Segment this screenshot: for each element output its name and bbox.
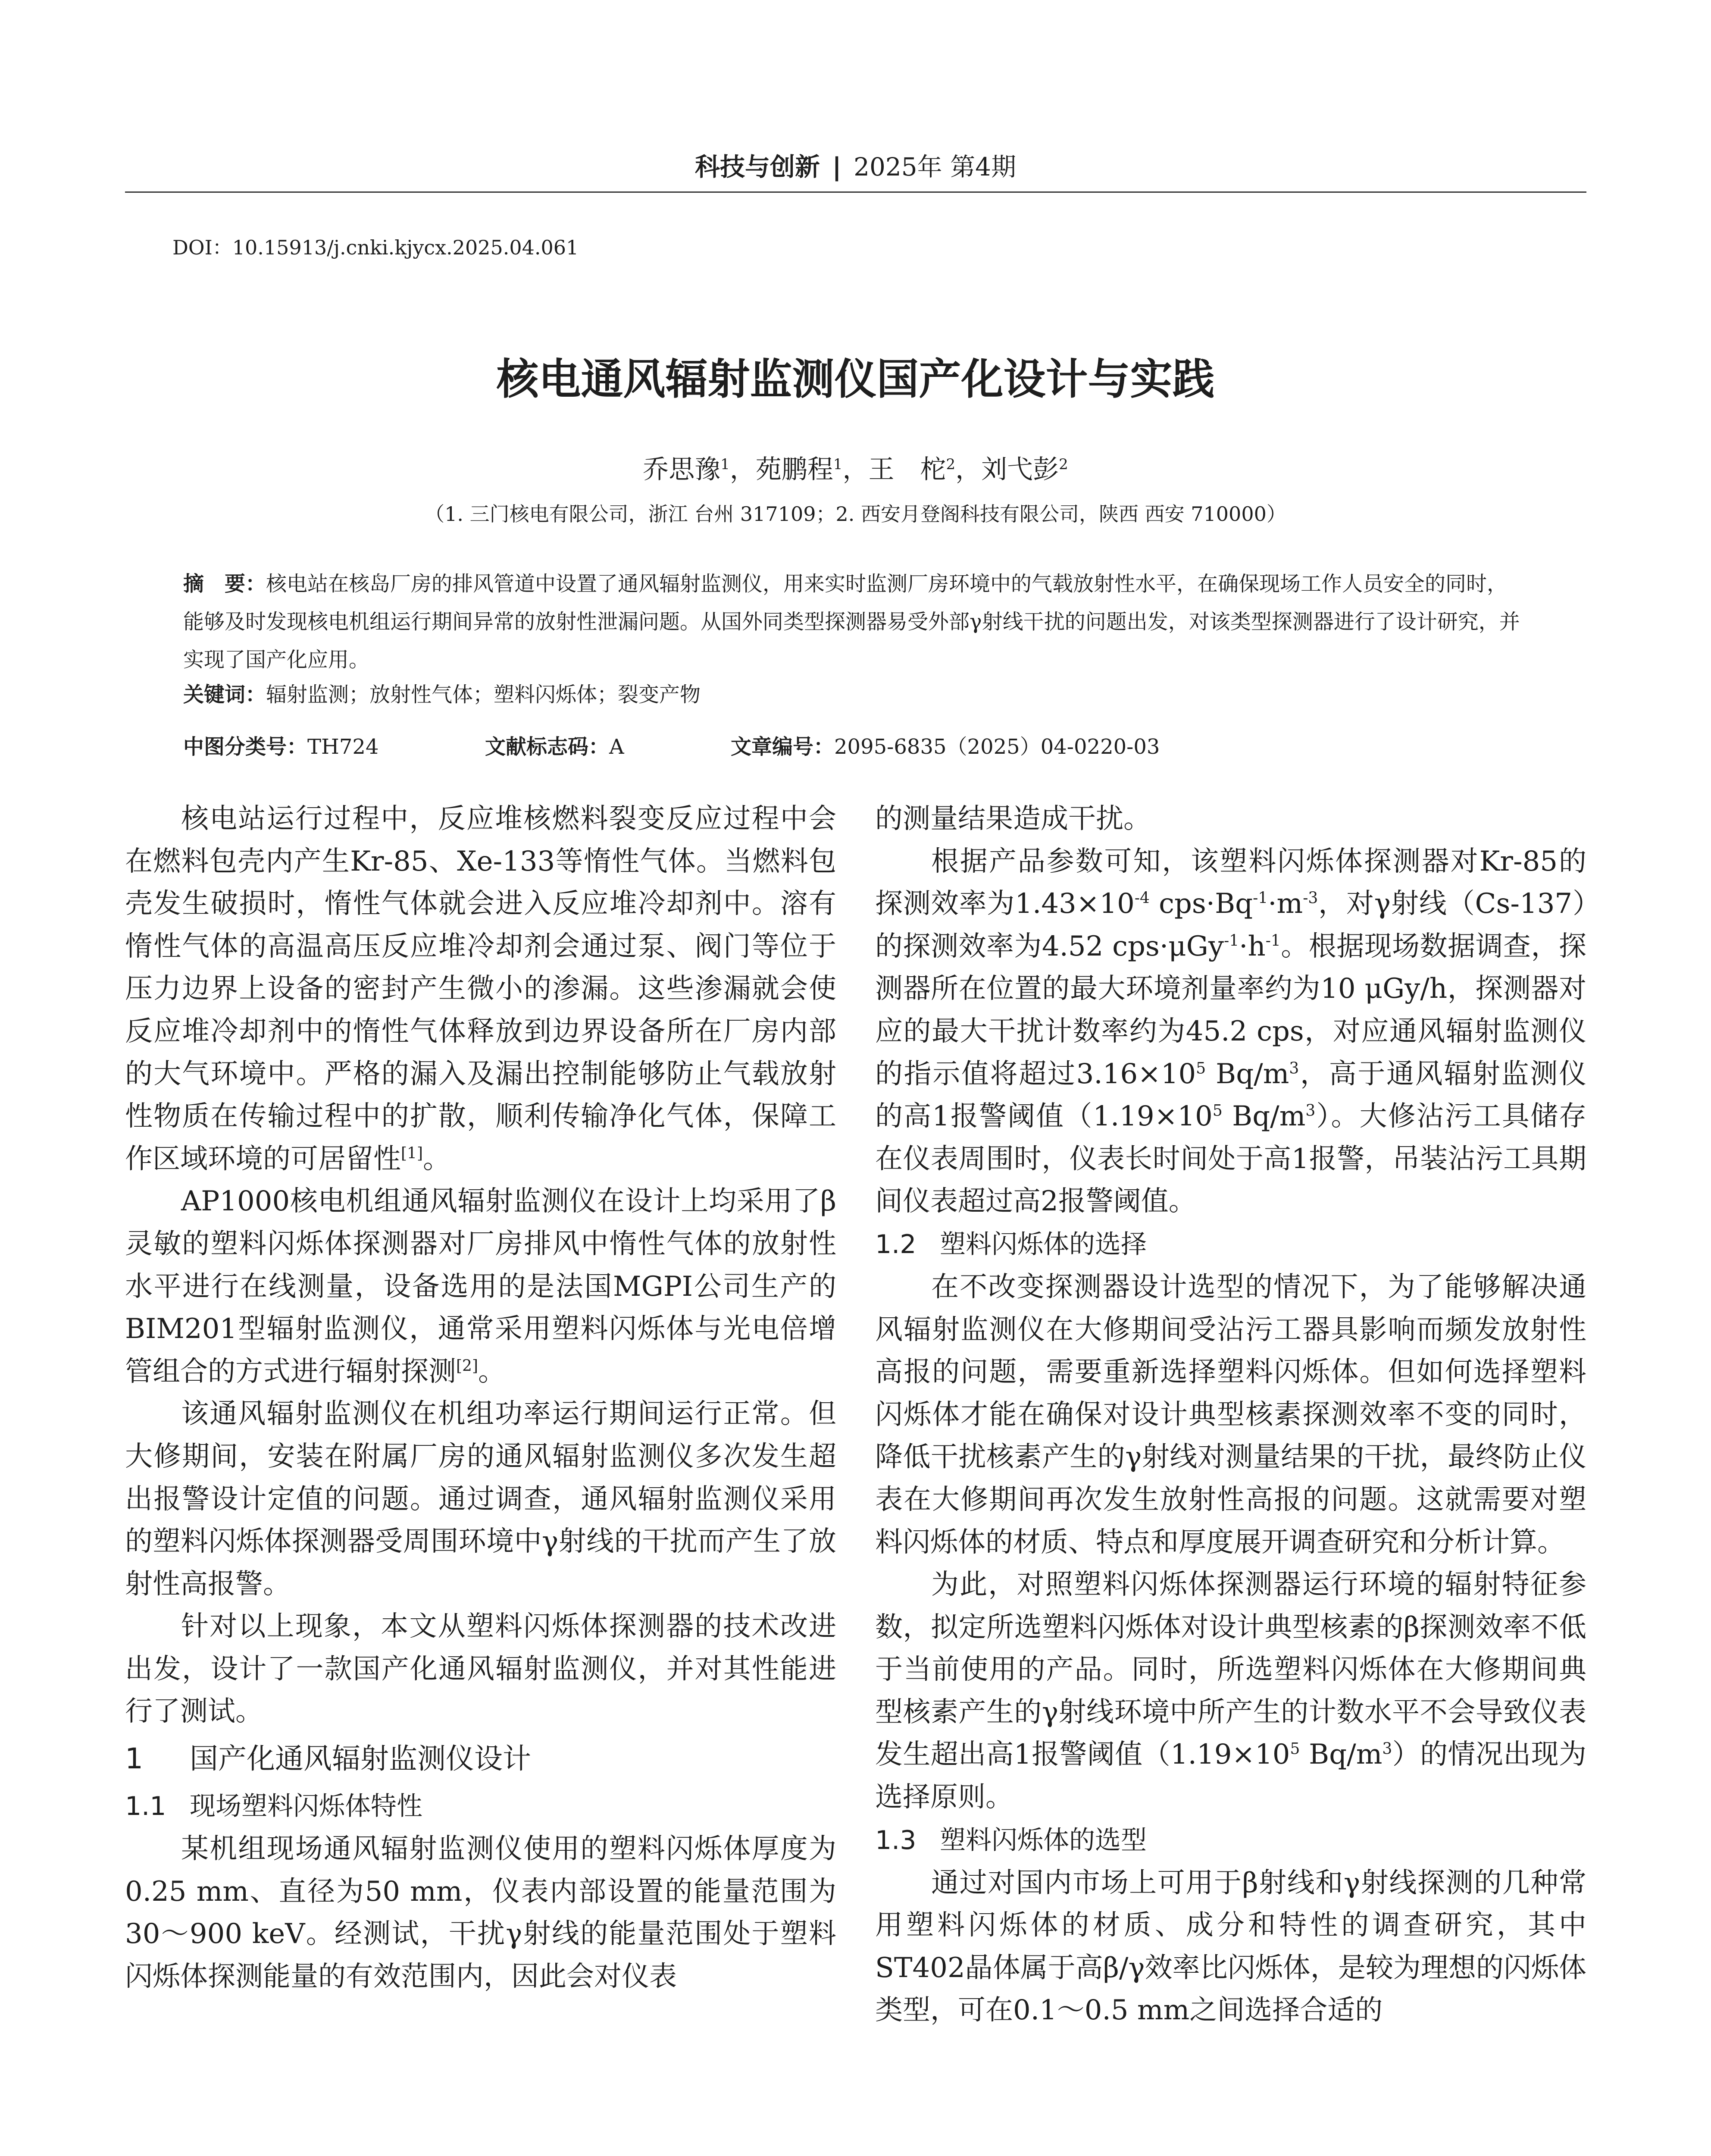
author-affiliation-mark: 2 — [1059, 456, 1068, 473]
clc-value: TH724 — [307, 735, 379, 759]
paragraph-text: 。根据现场数据调查，探测器所在位置的最大环境剂量率约为10 μGy/h，探测器对应的最大干扰计数率约为45.2 cps，对应通风辐射监测仪的指示值将超过3.16×10 — [875, 930, 1587, 1090]
abstract — [183, 565, 1528, 679]
paragraph-text: cps·Bq — [1149, 888, 1253, 920]
author-name: 乔思豫 — [643, 454, 721, 485]
paragraph-text: AP1000核电机组通风辐射监测仪在设计上均采用了β灵敏的塑料闪烁体探测器对厂房排风中惰性气体的放射性水平进行在线测量，设备选用的是法国MGPI公司生产的BIM201型辐射监测仪，通常采用塑料闪烁体与光电倍增管组合的方式进行辐射探测 — [125, 1185, 836, 1388]
author-name: ，刘弋彭 — [955, 454, 1059, 485]
section-title: 塑料闪烁体的选型 — [940, 1825, 1147, 1855]
paragraph-text: ·h — [1239, 930, 1266, 962]
body-paragraph — [875, 1564, 1586, 1819]
subsection-heading — [875, 1223, 1586, 1266]
body-paragraph: 针对以上现象，本文从塑料闪烁体探测器的技术改进出发，设计了一款国产化通风辐射监测仪，并对其性能进行了测试。 — [125, 1611, 836, 1728]
section-title: 塑料闪烁体的选择 — [940, 1229, 1147, 1260]
keywords-label: 关键词： — [183, 683, 266, 707]
superscript: 3 — [1289, 1059, 1299, 1078]
body-paragraph — [125, 1180, 836, 1393]
superscript: -4 — [1134, 889, 1150, 907]
paragraph-text: Bq/m — [1222, 1100, 1306, 1133]
section-number: 1.3 — [875, 1825, 916, 1855]
paragraph-text: 。 — [478, 1355, 506, 1388]
journal-name: 科技与创新 — [694, 152, 820, 182]
body-paragraph: 通过对国内市场上可用于β射线和γ射线探测的几种常用塑料闪烁体的材质、成分和特性的调查研究，其中ST402晶体属于高β/γ效率比闪烁体，是较为理想的闪烁体类型，可在0.1～0.5 mm之间选择合适的 — [875, 1867, 1586, 2027]
superscript: 5 — [1212, 1102, 1223, 1120]
journal-issue: 2025年 第4期 — [854, 152, 1017, 182]
author-affiliation-mark: 1 — [833, 456, 843, 473]
section-title: 现场塑料闪烁体特性 — [190, 1791, 422, 1822]
body-paragraph: 该通风辐射监测仪在机组功率运行期间运行正常。但大修期间，安装在附属厂房的通风辐射监测仪多次发生超出报警设计定值的问题。通过调查，通风辐射监测仪采用的塑料闪烁体探测器受周围环境中γ射线的干扰而产生了放射性高报警。 — [125, 1398, 836, 1600]
article-number — [731, 733, 1160, 761]
article-number-value: 2095-6835（2025）04-0220-03 — [834, 735, 1160, 759]
body-paragraph: 在不改变探测器设计选型的情况下，为了能够解决通风辐射监测仪在大修期间受沾污工器具影响而频发放射性高报的问题，需要重新选择塑料闪烁体。但如何选择塑料闪烁体才能在确保对设计典型核素探测效率不变的同时，降低干扰核素产生的γ射线对测量结果的干扰，最终防止仪表在大修期间再次发生放射性高报的问题。这就需要对塑料闪烁体的材质、特点和厚度展开调查研究和分析计算。 — [875, 1271, 1586, 1558]
document-code-label: 文献标志码： — [485, 735, 610, 759]
paragraph-text: Bq/m — [1300, 1739, 1383, 1771]
superscript: -1 — [1265, 932, 1281, 950]
section-number: 1.1 — [125, 1791, 166, 1822]
subsection-heading — [875, 1819, 1586, 1862]
paragraph-text: 为此，对照塑料闪烁体探测器运行环境的辐射特征参数，拟定所选塑料闪烁体对设计典型核素的β探测效率不低于当前使用的产品。同时，所选塑料闪烁体在大修期间典型核素产生的γ射线环境中所产生的计数水平不会导致仪表发生超出高1报警阈值（1.19×10 — [875, 1569, 1586, 1771]
paragraph-text: 。 — [423, 1143, 450, 1175]
clc-number — [183, 733, 379, 761]
affiliation: （1. 三门核电有限公司，浙江 台州 317109；2. 西安月登阁科技有限公司，陕西 西安 710000） — [425, 502, 1286, 526]
keywords-text: 辐射监测；放射性气体；塑料闪烁体；裂变产物 — [266, 683, 701, 707]
paragraph-text: ）的情况出现为选择原则。 — [875, 1739, 1587, 1814]
paragraph-text: ，对γ射线（Cs-137）的探测效率为4.52 cps·μGy — [875, 888, 1587, 962]
doi: DOI：10.15913/j.cnki.kjycx.2025.04.061 — [172, 236, 579, 259]
paragraph-text: 根据产品参数可知，该塑料闪烁体探测器对Kr-85的探测效率为1.43×10 — [875, 845, 1586, 920]
superscript: -3 — [1303, 889, 1318, 907]
author-name: ，王 柁 — [842, 454, 946, 485]
superscript: -1 — [1224, 932, 1239, 950]
superscript: 5 — [1196, 1059, 1206, 1078]
section-number: 1 — [125, 1742, 143, 1776]
citation: [2] — [456, 1357, 478, 1375]
article-number-label: 文章编号： — [731, 735, 835, 759]
superscript: -1 — [1253, 889, 1268, 907]
superscript: 5 — [1290, 1740, 1300, 1758]
superscript: 3 — [1305, 1102, 1316, 1120]
subsection-heading — [125, 1785, 836, 1828]
body-paragraph: 的测量结果造成干扰。 — [875, 803, 1151, 835]
author-list — [0, 448, 1711, 486]
body-paragraph — [125, 798, 836, 1180]
author-affiliation-mark: 2 — [946, 456, 956, 473]
clc-label: 中图分类号： — [183, 735, 308, 759]
section-number: 1.2 — [875, 1229, 916, 1260]
paper-title: 核电通风辐射监测仪国产化设计与实践 — [496, 355, 1215, 404]
citation: [1] — [401, 1144, 423, 1163]
document-code-value: A — [609, 735, 624, 759]
section-heading — [125, 1733, 836, 1785]
section-title: 国产化通风辐射监测仪设计 — [190, 1742, 531, 1776]
keywords — [183, 680, 1528, 710]
paragraph-text: ·m — [1268, 888, 1303, 920]
header-rule — [125, 191, 1586, 193]
paragraph-text: ）。大修沾污工具储存在仪表周围时，仪表长时间处于高1报警，吊装沾污工具期间仪表超过高2报警阈值。 — [875, 1100, 1587, 1218]
body-paragraph — [875, 840, 1586, 1223]
body-right-column — [875, 798, 1586, 2032]
running-header — [0, 152, 1711, 182]
paragraph-text: ，高于通风辐射监测仪的高1报警阈值（1.19×10 — [875, 1058, 1587, 1133]
paragraph-text: 核电站运行过程中，反应堆核燃料裂变反应过程中会在燃料包壳内产生Kr-85、Xe-133等惰性气体。当燃料包壳发生破损时，惰性气体就会进入反应堆冷却剂中。溶有惰性气体的高温高压反应堆冷却剂会通过泵、阀门等位于压力边界上设备的密封产生微小的渗漏。这些渗漏就会使反应堆冷却剂中的惰性气体释放到边界设备所在厂房内部的大气环境中。严格的漏入及漏出控制能够防止气载放射性物质在传输过程中的扩散，顺利传输净化气体，保障工作区域环境的可居留性 — [125, 803, 836, 1175]
abstract-text: 核电站在核岛厂房的排风管道中设置了通风辐射监测仪，用来实时监测厂房环境中的气载放射性水平，在确保现场工作人员安全的同时，能够及时发现核电机组运行期间异常的放射性泄漏问题。从国外同类型探测器易受外部γ射线干扰的问题出发，对该类型探测器进行了设计研究，并实现了国产化应用。 — [183, 572, 1520, 672]
body-paragraph: 某机组现场通风辐射监测仪使用的塑料闪烁体厚度为0.25 mm、直径为50 mm，仪表内部设置的能量范围为30～900 keV。经测试，干扰γ射线的能量范围处于塑料闪烁体探测能量的有效范围内，因此会对仪表 — [125, 1833, 836, 1993]
author-name: ，苑鹏程 — [729, 454, 833, 485]
document-code — [485, 733, 624, 761]
author-affiliation-mark: 1 — [720, 456, 730, 473]
abstract-label: 摘 要： — [183, 572, 266, 596]
body-left-column — [125, 798, 836, 1998]
superscript: 3 — [1382, 1740, 1392, 1758]
header-separator: | — [832, 152, 841, 182]
paragraph-text: Bq/m — [1206, 1058, 1289, 1090]
